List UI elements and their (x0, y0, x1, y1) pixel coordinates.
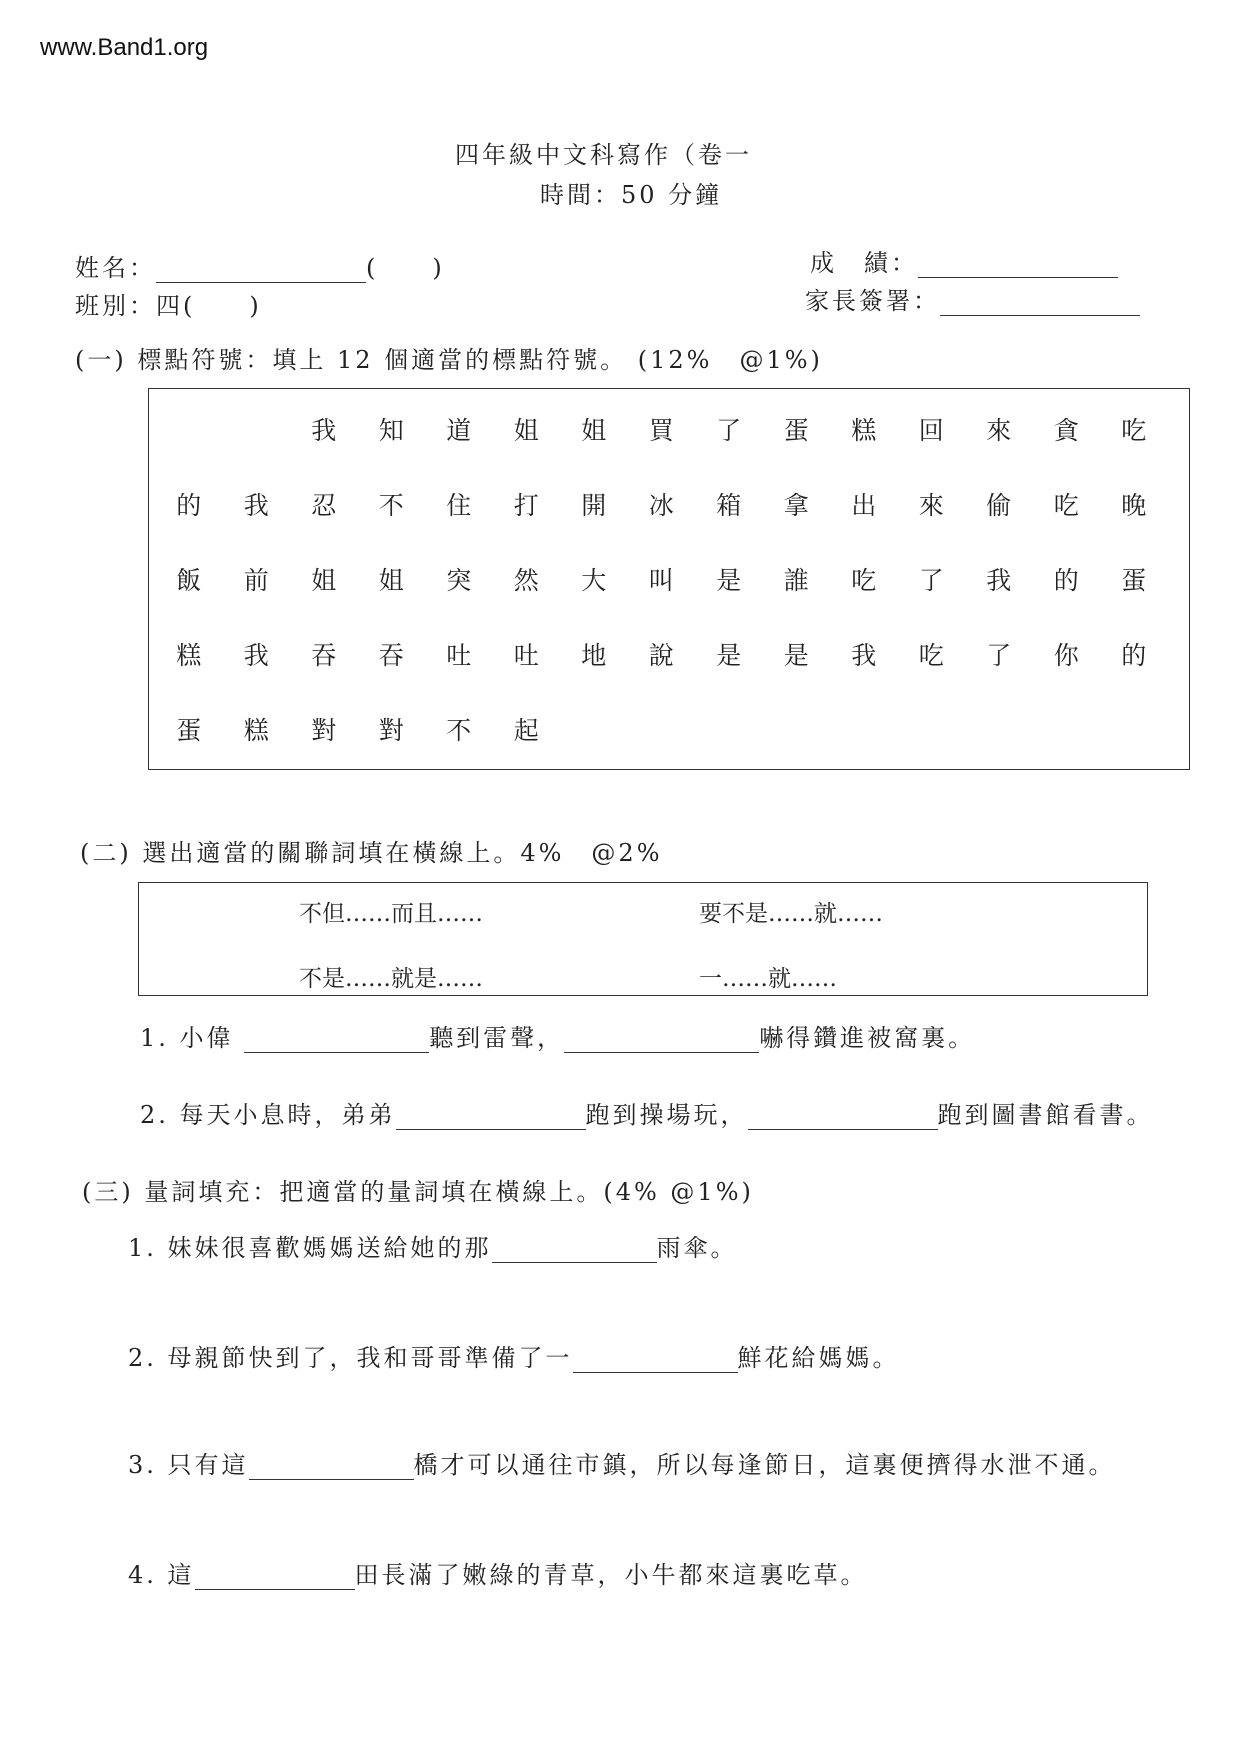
passage-row (155, 411, 1168, 447)
passage-char: 忍 (311, 491, 337, 520)
q-text: 跑到圖書館看書。 (937, 1101, 1154, 1129)
s3-question-4 (128, 1555, 868, 1590)
answer-blank[interactable] (249, 1457, 414, 1480)
passage-char: 你 (1053, 641, 1079, 670)
q-number: 4. (128, 1561, 157, 1589)
passage-char: 冰 (648, 491, 674, 520)
passage-char: 叫 (648, 566, 674, 595)
passage-char: 吞 (378, 641, 404, 670)
passage-char: 蛋 (1121, 566, 1147, 595)
passage-char: 晚 (1121, 491, 1147, 520)
answer-blank[interactable] (492, 1240, 657, 1263)
score-blank[interactable] (918, 255, 1118, 278)
answer-blank[interactable] (564, 1030, 759, 1053)
passage-char: 前 (243, 566, 269, 595)
option-1: 不但……而且…… (299, 901, 483, 927)
passage-char: 回 (918, 416, 944, 445)
passage-char: 住 (446, 491, 472, 520)
q-text: 母親節快到了，我和哥哥準備了一 (167, 1344, 573, 1372)
passage-char: 的 (1053, 566, 1079, 595)
passage-char (965, 711, 1033, 747)
passage-char: 了 (918, 566, 944, 595)
q-text: 這 (167, 1561, 195, 1589)
q-number: 2. (128, 1344, 157, 1372)
passage-char: 我 (851, 641, 877, 670)
answer-blank[interactable] (573, 1350, 738, 1373)
passage-char: 箱 (716, 491, 742, 520)
passage-char: 突 (446, 566, 472, 595)
passage-char (695, 711, 763, 747)
passage-char: 吐 (446, 641, 472, 670)
q-text: 橋才可以通往市鎮，所以每逢節日，這裏便擠得水泄不通。 (413, 1451, 1116, 1479)
passage-char: 不 (446, 716, 472, 745)
q-number: 3. (128, 1451, 157, 1479)
q-number: 1. (128, 1234, 157, 1262)
passage-char: 的 (1121, 641, 1147, 670)
passage-char: 說 (648, 641, 674, 670)
option-4: 一……就…… (699, 966, 837, 992)
passage-char: 地 (581, 641, 607, 670)
passage-char: 糕 (851, 416, 877, 445)
passage-char (1033, 711, 1101, 747)
passage-char: 糕 (176, 641, 202, 670)
passage-char: 知 (378, 416, 404, 445)
option-3: 不是……就是…… (299, 966, 483, 992)
passage-char: 姐 (513, 416, 539, 445)
connectives-box (138, 882, 1148, 996)
passage-row (155, 561, 1168, 597)
passage-char: 的 (176, 491, 202, 520)
parent-signature-blank[interactable] (940, 293, 1140, 316)
class-number-paren: ( ) (366, 254, 445, 282)
passage-char: 吃 (1053, 491, 1079, 520)
passage-char: 拿 (783, 491, 809, 520)
passage-char: 吃 (1121, 416, 1147, 445)
section3-heading: (三) 量詞填充：把適當的量詞填在橫線上。(4% @1%) (82, 1178, 754, 1206)
q-text: 小偉 (179, 1024, 234, 1052)
passage-char: 蛋 (176, 716, 202, 745)
q-text: 只有這 (167, 1451, 249, 1479)
parent-signature-label: 家長簽署： (805, 287, 940, 315)
q-text: 嚇得鑽進被窩裏。 (759, 1024, 976, 1052)
passage-char: 吃 (851, 566, 877, 595)
section1-heading: (一) 標點符號：填上 12 個適當的標點符號。 (12% @1%) (75, 346, 823, 374)
q-text: 雨傘。 (656, 1234, 738, 1262)
passage-char: 出 (851, 491, 877, 520)
score-field (810, 243, 1118, 278)
passage-char (628, 711, 696, 747)
passage-char: 吃 (918, 641, 944, 670)
passage-char: 起 (513, 716, 539, 745)
passage-char: 吞 (311, 641, 337, 670)
passage-char: 了 (986, 641, 1012, 670)
passage-char: 是 (716, 641, 742, 670)
name-blank[interactable] (156, 260, 366, 283)
answer-blank[interactable] (748, 1107, 938, 1130)
passage-char: 飯 (176, 566, 202, 595)
passage-char: 誰 (783, 566, 809, 595)
passage-char (763, 711, 831, 747)
passage-char: 對 (378, 716, 404, 745)
passage-char (898, 711, 966, 747)
passage-char: 我 (243, 491, 269, 520)
passage-char: 糕 (243, 716, 269, 745)
q-text: 跑到操場玩， (585, 1101, 748, 1129)
answer-blank[interactable] (195, 1567, 355, 1590)
class-label: 班別：四( ) (75, 292, 262, 320)
passage-char: 來 (986, 416, 1012, 445)
watermark: www.Band1.org (40, 34, 209, 61)
s3-question-3 (128, 1445, 1116, 1480)
s3-question-2 (128, 1338, 900, 1373)
answer-blank[interactable] (244, 1030, 429, 1053)
q-text: 聽到雷聲， (429, 1024, 565, 1052)
passage-char: 蛋 (783, 416, 809, 445)
passage-char: 不 (378, 491, 404, 520)
passage-char: 姐 (378, 566, 404, 595)
passage-char: 是 (716, 566, 742, 595)
punctuation-passage-box (148, 388, 1190, 770)
passage-char: 我 (986, 566, 1012, 595)
passage-char: 姐 (311, 566, 337, 595)
passage-char: 了 (716, 416, 742, 445)
passage-char: 我 (243, 641, 269, 670)
passage-char (1100, 711, 1168, 747)
q-number: 2. (140, 1101, 169, 1129)
s3-question-1 (128, 1228, 738, 1263)
passage-char (560, 711, 628, 747)
passage-char: 開 (581, 491, 607, 520)
score-label: 成 績： (810, 249, 918, 277)
passage-row (155, 486, 1168, 522)
q-number: 1. (140, 1024, 169, 1052)
passage-char (830, 711, 898, 747)
time-limit: 時間：50 分鐘 (540, 181, 723, 209)
passage-char: 姐 (581, 416, 607, 445)
q-text: 每天小息時，弟弟 (179, 1101, 396, 1129)
passage-char: 我 (311, 416, 337, 445)
name-field (75, 248, 445, 283)
q-text: 妹妹很喜歡媽媽送給她的那 (167, 1234, 492, 1262)
name-label: 姓名： (75, 254, 156, 282)
passage-char: 道 (446, 416, 472, 445)
passage-char: 買 (648, 416, 674, 445)
passage-row (155, 636, 1168, 672)
passage-char: 偷 (986, 491, 1012, 520)
passage-row (155, 711, 1168, 747)
parent-signature-field (805, 281, 1140, 316)
q-text: 田長滿了嫩綠的青草，小牛都來這裏吃草。 (354, 1561, 868, 1589)
passage-char: 貪 (1053, 416, 1079, 445)
passage-char: 大 (581, 566, 607, 595)
answer-blank[interactable] (396, 1107, 586, 1130)
passage-char: 來 (918, 491, 944, 520)
passage-char (223, 411, 291, 447)
s2-question-1 (140, 1018, 975, 1053)
s2-question-2 (140, 1095, 1154, 1130)
passage-char: 然 (513, 566, 539, 595)
passage-char: 對 (311, 716, 337, 745)
page-title: 四年級中文科寫作（卷一 (455, 141, 752, 169)
passage-char: 打 (513, 491, 539, 520)
passage-char: 吐 (513, 641, 539, 670)
section2-heading: (二) 選出適當的關聯詞填在橫線上。4% @2% (80, 839, 663, 867)
passage-char (155, 411, 223, 447)
passage-char: 是 (783, 641, 809, 670)
option-2: 要不是……就…… (699, 901, 883, 927)
q-text: 鮮花給媽媽。 (737, 1344, 900, 1372)
